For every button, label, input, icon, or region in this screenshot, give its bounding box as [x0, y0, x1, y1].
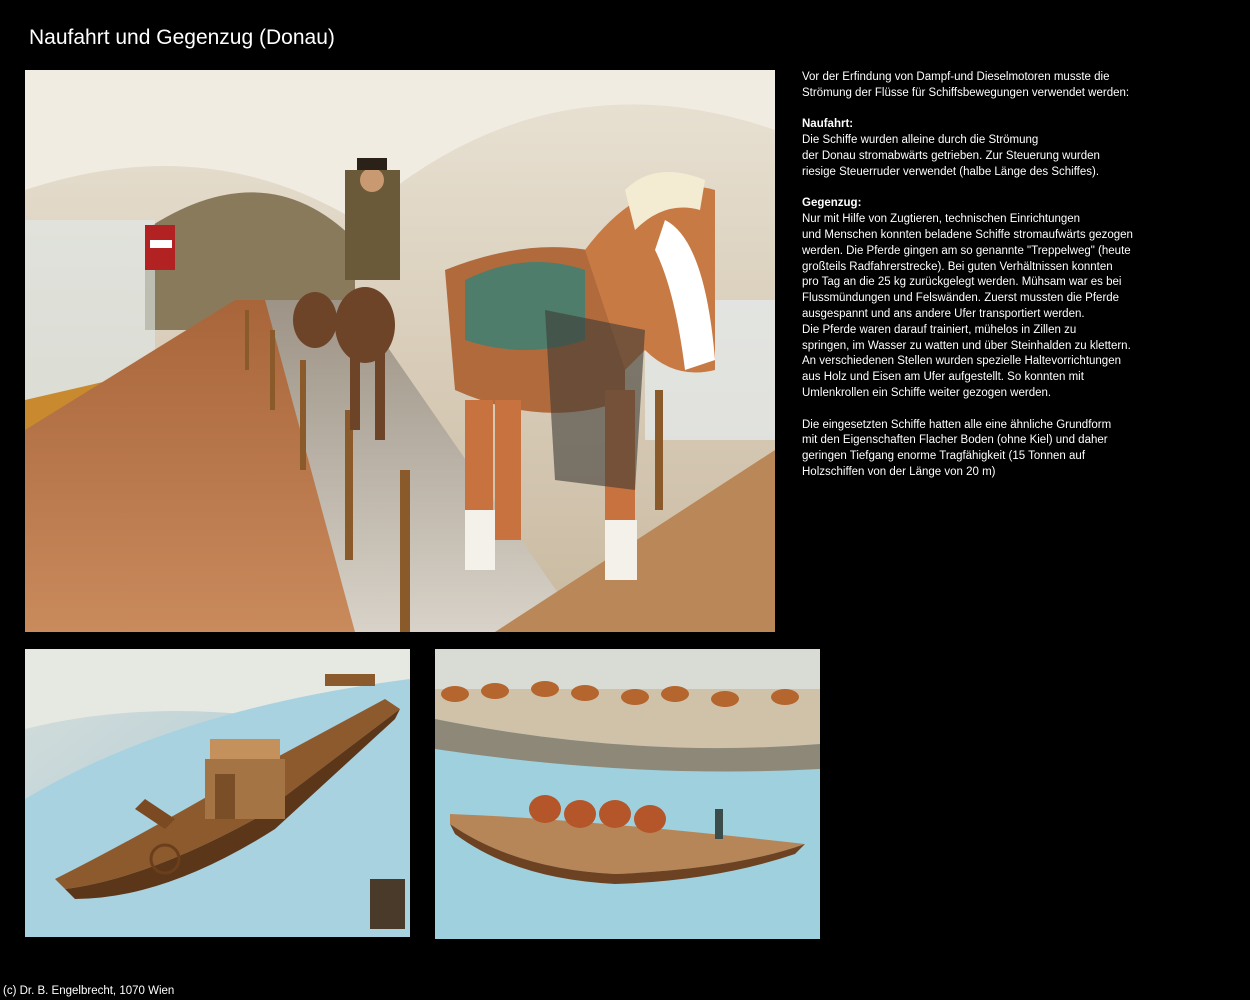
towing-diorama-illustration — [435, 649, 820, 939]
museum-hall-horses-photo[interactable] — [25, 70, 775, 632]
naufahrt-body: Die Schiffe wurden alleine durch die Strömung der Donau stromabwärts getrieben. Zur Steuerung wurden riesige Steuerruder verwendet (halbe Länge des Schiffes). — [802, 134, 1100, 178]
intro-paragraph: Vor der Erfindung von Dampf-und Dieselmotoren musste die Strömung der Flüsse für Schiffsbewegungen verwendet werden: — [802, 71, 1130, 99]
schiffe-paragraph: Die eingesetzten Schiffe hatten alle eine ähnliche Grundform mit den Eigenschaften Flacher Boden (ohne Kiel) und daher geringen Tiefgang enorme Tragfähigkeit (15 Tonnen auf Holzschiffen von der Länge von 20 m) — [802, 418, 1112, 478]
gegenzug-section — [802, 196, 1162, 401]
towing-diorama-photo[interactable] — [435, 649, 820, 939]
museum-hall-illustration — [25, 70, 775, 632]
gegenzug-body: Nur mit Hilfe von Zugtieren, technischen Einrichtungen und Menschen konnten beladene Schiffe stromaufwärts gezogen werden. Die Pferde gingen am so genannte "Treppelweg" (heute großteils Radfahrerstrecke). Bei guten Verhältnissen konnten pro Tag an die 25 kg zurückgelegt werden. Mühsam war es bei Flussmündungen und Felswänden. Zuerst mussten die Pferde ausgespannt und ans andere Ufer transportiert werden. Die Pferde waren darauf trainiert, mühelos in Zillen zu springen, im Wasser zu watten und über Steinhalden zu klettern. An verschiedenen Stellen wurden spezielle Haltevorrichtungen aus Holz und Eisen am Ufer aufgestellt. So konnten mit Umlenkrollen ein Schiffe weiter gezogen werden. — [802, 213, 1133, 399]
copyright-footer: (c) Dr. B. Engelbrecht, 1070 Wien — [3, 985, 175, 997]
gegenzug-heading: Gegenzug: — [802, 197, 862, 210]
description-text — [802, 70, 1162, 497]
naufahrt-section — [802, 117, 1162, 180]
ship-model-photo[interactable] — [25, 649, 410, 937]
ship-model-illustration — [25, 649, 410, 937]
naufahrt-heading: Naufahrt: — [802, 118, 854, 131]
page-title: Naufahrt und Gegenzug (Donau) — [29, 26, 335, 49]
